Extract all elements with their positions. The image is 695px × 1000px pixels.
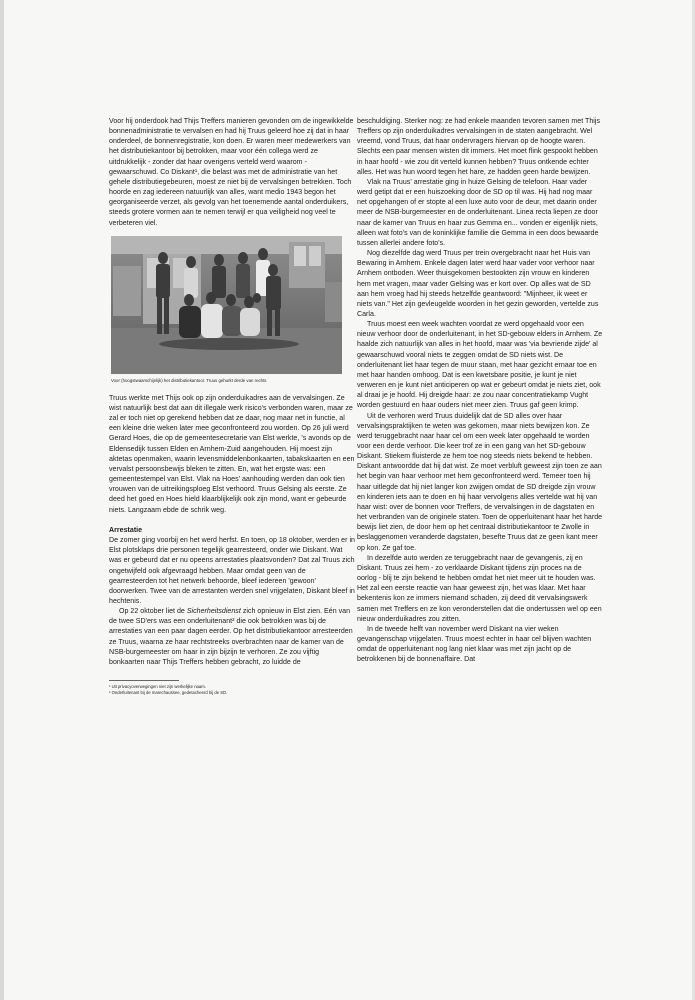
left-column	[109, 117, 355, 696]
scan-left-edge	[0, 0, 4, 1000]
paragraph-text: Op 22 oktober liet de	[119, 608, 187, 616]
paragraph: Uit de verhoren werd Truus duidelijk dat de SD alles over haar vervalsingspraktijken te weten was gekomen, maar niets bewijzen kon. Ze werd teruggebracht naar haar cel om een week later opgehaald te worden voor een derde verhoor. Die keer trof ze in een gang van het SD-gebouw Diskant. Stiekem fluisterde ze hem toe nog steeds niets bekend te hebben. Diskant antwoordde dat hij dat wist. Ze moet verbluft geweest zijn toen ze aan het begin van haar verhoor met hem geconfronteerd werd. Temeer toen hij haar uitlegde dat hij niet langer kon zwijgen omdat de SD dreigde zijn vrouw en kinderen iets aan te doen en hij haar vervolgens alles vertelde wat hij van haar wist: over de bonnen voor Treffers, de vervalsingen in de dagstaten en het verbranden van de originele staten. Toen de opperluitenant haar het harde bewijs liet zien, de door hem op het centraal distributiekantoor te Zwolle in beslaggenomen veranderde dagstaten, besefte Truus dat ze geen kant meer op kon. Ze gaf toe.	[357, 412, 603, 552]
photo-caption: Voor (hoogstwaarschijnlijk) het distributiekantoor. Truus gehurkt derde van rechts	[111, 377, 267, 383]
footnote: ¹ Uit privacyoverwegingen niet zijn werkelijke naam.	[109, 683, 206, 689]
paragraph: De zomer ging voorbij en het werd herfst. En toen, op 18 oktober, werden er in Elst plotsklaps drie personen tegelijk gearresteerd, onder wie Diskant. Wat was er gebeurd dat er nu opeens arrestaties plaatsvonden? Dat zal Truus zich ongetwijfeld ook afgevraagd hebben. Maar omdat geen van de gearresteerden tot het netwerk behoorde, bleef iedereen 'gewoon' doorwerken. Twee van de arrestanten werden snel vrijgelaten, Diskant bleef in hechtenis.	[109, 537, 355, 605]
paragraph: Vlak na Truus' arrestatie ging in huize Gelsing de telefoon. Haar vader werd getipt dat er een huiszoeking door de SD op til was. Hij had nog maar net opgehangen of er stopte al een luxe auto voor de deur, met daarin onder meer de NSB-burgemeester en de onderluitenant. Linea recta liepen ze door naar de kamer van Truus en haar zus Gemma en... vonden er eigenlijk niets, alleen wat foto's van de koninklijke familie die Gemma in een doos bewaarde tussen allerlei andere foto's.	[357, 178, 599, 247]
footnote-rule	[109, 680, 179, 681]
paragraph: Truus moest een week wachten voordat ze werd opgehaald voor een nieuw verhoor door de onderluitenant, in het SD-gebouw elders in Arnhem. Ze haalde zich natuurlijk van alles in het hoofd, maar was 'via bevriende zijde' al gewaarschuwd vooral niets te zeggen omdat de SD niets wist. De onderluitenant liet haar tegen de muur staan, met haar gezicht ernaar toe en met haar handen omhoog. Dat is een kwetsbare positie, je kunt je niet verweren en je kunt niet anticiperen op wat er gebeurt omdat je niets ziet, ook al draai je je hoofd. Hij dreigde haar: ze zou naar concentratiekamp Vught worden gestuurd en haar ouders niet meer zien. Truus gaf geen krimp.	[357, 321, 603, 410]
group-photo	[111, 236, 342, 374]
paragraph	[109, 607, 355, 668]
paragraph-text: zich opnieuw in Elst zien. Eén van de twee SD'ers was een onderluitenant² die ook betrokken was bij de arrestaties van een paar dagen eerder. Op het distributiekantoor arresteerden ze Truus, waarna ze haar rechtstreeks overbrachten naar de kamer van de NSB-burgemeester om haar in zijn bijzijn te verhoren. Ze zou vijftig bonkaarten naar Thijs Treffers hebben gebracht, zo luidde de	[109, 608, 353, 666]
paragraph: Voor hij onderdook had Thijs Treffers manieren gevonden om de ingewikkelde bonnenadministratie te vervalsen en had hij Truus geleerd hoe zij dat in haar onderdeel, de bonnenregistratie, kon doen. Er waren meer medewerkers van het distributiekantoor bij betrokken, maar voor één collega werd ze uitdrukkelijk - zonder dat haar overigens verteld werd waarom - gewaarschuwd. Co Diskant¹, die belast was met de administratie van het gehele distributiegebeuren, moest ze niet bij de vervalsingen betrekken. Toch hoorde en zag iedereen natuurlijk van alles, want medio 1943 begon het georganiseerde verzet, als gevolg van het toenemende aantal onderduikers, steeds grotere vormen aan te nemen terwijl er qua veiligheid nog veel te verbeteren viel.	[109, 118, 354, 227]
paragraph: beschuldiging. Sterker nog: ze had enkele maanden tevoren samen met Thijs Treffers op zijn onderduikadres vervalsingen in de staten aangebracht. Wel vreemd, vond Truus, dat haar ondervragers hiervan op de hoogte waren. Slechts een paar mensen wisten dit immers. Het moet flink gespookt hebben in haar hoofd - wie zou dit verteld kunnen hebben? Truus ontkende echter alles. Het was hun woord tegen het hare, ze hadden geen harde bewijzen.	[357, 118, 601, 176]
footnote: ² Onderluitenant bij de marechaussee, gedetacheerd bij de SD.	[109, 689, 228, 695]
section-heading: Arrestatie	[109, 526, 143, 534]
right-column	[357, 117, 603, 665]
paragraph: Nog diezelfde dag werd Truus per trein overgebracht naar het Huis van Bewaring in Arnhem. Enkele dagen later werd haar vader voor verhoor naar Arnhem ontboden. Weer thuisgekomen bestookten zijn vrouw en kinderen hem met vragen, maar vader Gelsing was er kort over. Op alles wat de SD aan hem vroeg had hij steeds hetzelfde geantwoord: "Mijnheer, ik weet er niets van." Het zijn gevleugelde woorden in het gezin geworden, vertelde zus Carla.	[357, 250, 599, 318]
photo-figure	[111, 236, 342, 384]
italic-term: Sicherheitsdienst	[186, 608, 241, 616]
paragraph: Truus werkte met Thijs ook op zijn onderduikadres aan de vervalsingen. Ze wist natuurlijk best dat aan dit illegale werk risico's verbonden waren, maar ze zal er toch niet op gerekend hebben dat ze daar, nog maar net in functie, al een kleine drie weken later mee geconfronteerd zou worden. Op 26 juli werd Gerard Hoes, die op de gemeentesecretarie van Elst werkte, 's avonds op de Eldensedijk tussen Elden en Arnhem-Zuid aangehouden. Hij moest zijn aktetas openmaken, waarin levensmiddelenbonkaarten, tabakskaarten en een vervalst persoonsbewijs bleken te zitten. En, wat het ergste was: een gemeentestempel van Elst. Vlak na Hoes' aanhouding werden dan ook tien vrouwen van de uitreikingsploeg Elst verhoord. Truus Gelsing als eerste. Ze deed het goed en Hoes hield klaarblijkelijk ook zijn mond, want er gebeurde niets. Langzaam ebde de schrik weg.	[109, 394, 355, 514]
paragraph: In dezelfde auto werden ze teruggebracht naar de gevangenis, zij en Diskant. Truus zei hem - zo verklaarde Diskant tijdens zijn proces na de oorlog - blij te zijn bekend te hebben omdat het niet meer uit te houden was. Het zal een eerste reactie van haar geweest zijn, het was klaar. Met haar bekentenis kon ze immers niemand schaden, zij deed dit vervalsingswerk samen met Treffers en ze kon veronderstellen dat die ondertussen wel op een nieuw onderduikadres zou zitten.	[357, 554, 602, 623]
paragraph: In de tweede helft van november werd Diskant na vier weken gevangenschap vrijgelaten. Truus moest echter in haar cel blijven wachten omdat de opperluitenant nog lang niet klaar was met zijn jacht op de betrokkenen bij de bonnenaffaire. Dat	[357, 625, 592, 664]
